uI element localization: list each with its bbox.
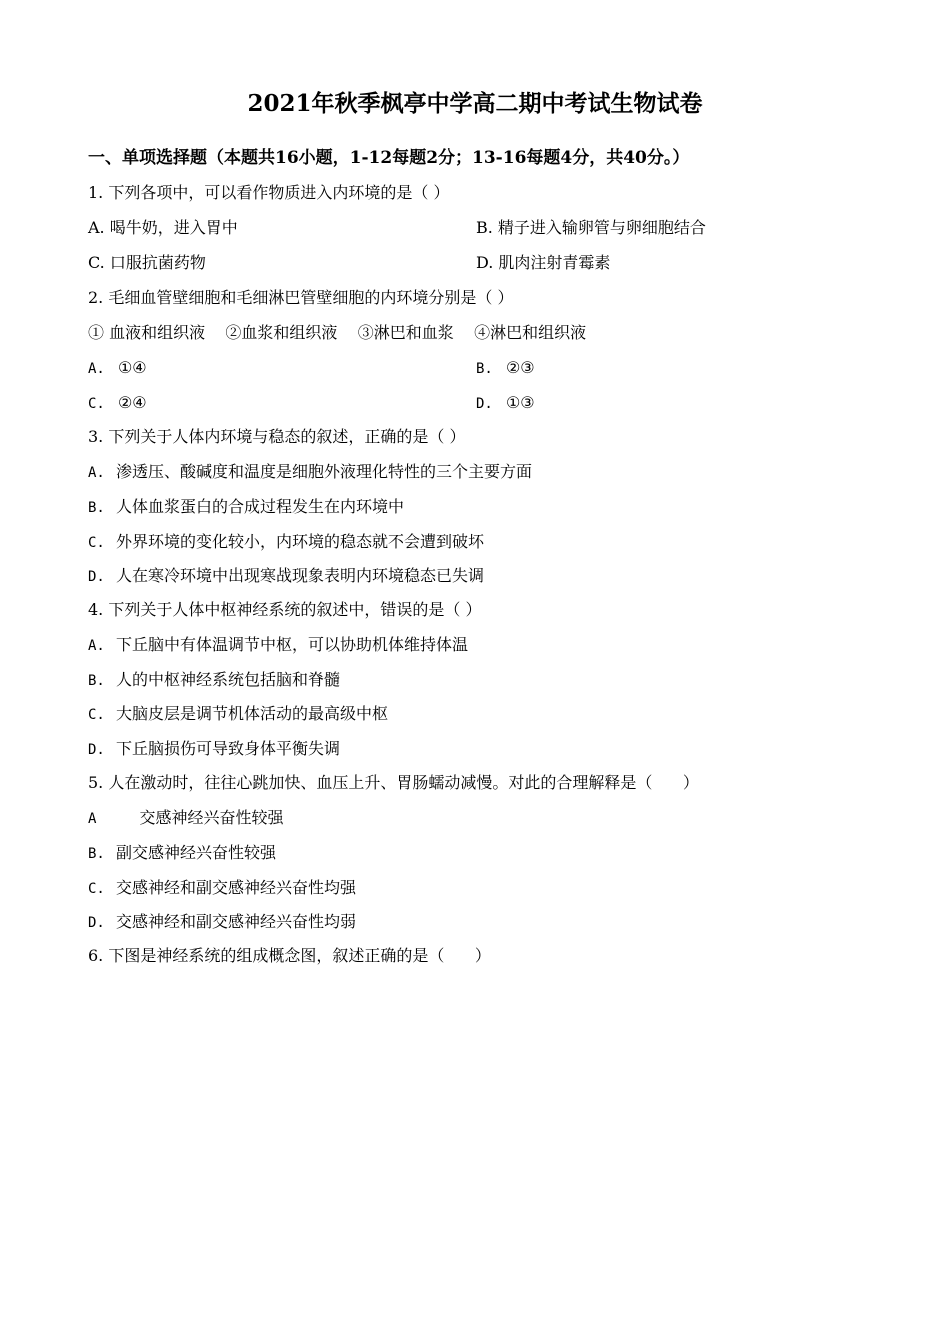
section-heading: 一、单项选择题（本题共16小题，1-12每题2分；13-16每题4分，共40分。） xyxy=(88,148,690,168)
option-label: D. xyxy=(88,569,105,585)
exam-title: 2021年秋季枫亭中学高二期中考试生物试卷 xyxy=(247,90,703,117)
option-text: 下丘脑损伤可导致身体平衡失调 xyxy=(115,739,340,758)
option-text: 人的中枢神经系统包括脑和脊髓 xyxy=(115,670,340,689)
option-text: 渗透压、酸碱度和温度是细胞外液理化特性的三个主要方面 xyxy=(115,462,532,481)
question-2-option-d xyxy=(476,391,535,416)
option-label: A xyxy=(88,811,97,827)
question-2-stem: 2. 毛细血管壁细胞和毛细淋巴管壁细胞的内环境分别是（ ） xyxy=(88,288,514,307)
option-text: ②③ xyxy=(505,358,535,377)
question-2-option-a xyxy=(88,356,147,381)
question-1-option-a: A. 喝牛奶，进入胃中 xyxy=(88,218,238,237)
question-4-option-a xyxy=(88,633,468,658)
option-text: 交感神经和副交感神经兴奋性均强 xyxy=(115,878,356,897)
question-2-option-b xyxy=(476,356,535,381)
question-4-stem: 4. 下列关于人体中枢神经系统的叙述中，错误的是（ ） xyxy=(88,600,482,619)
question-5-option-a xyxy=(88,806,284,831)
question-3-option-c xyxy=(88,530,484,555)
option-label: B. xyxy=(88,846,105,862)
option-label: B. xyxy=(476,361,493,377)
option-text: 副交感神经兴奋性较强 xyxy=(115,843,276,862)
question-5-option-d xyxy=(88,910,356,935)
option-label: D. xyxy=(88,915,105,931)
question-5-option-b xyxy=(88,841,276,866)
question-5-stem: 5. 人在激动时，往往心跳加快、血压上升、胃肠蠕动减慢。对此的合理解释是（ ） xyxy=(88,773,699,792)
option-label: D. xyxy=(88,742,105,758)
option-label: C. xyxy=(88,881,105,897)
question-1-option-b: B. 精子进入输卵管与卵细胞结合 xyxy=(476,218,706,237)
option-text: 交感神经和副交感神经兴奋性均弱 xyxy=(115,912,356,931)
option-text: 人体血浆蛋白的合成过程发生在内环境中 xyxy=(115,497,404,516)
question-2-option-c xyxy=(88,391,147,416)
option-label: B. xyxy=(88,673,105,689)
option-label: A. xyxy=(88,465,105,481)
question-4-option-d xyxy=(88,737,340,762)
question-1-option-d: D. 肌肉注射青霉素 xyxy=(476,253,611,272)
option-text: ①④ xyxy=(117,358,147,377)
question-5-option-c xyxy=(88,876,356,901)
question-4-option-b xyxy=(88,668,340,693)
question-1-stem: 1. 下列各项中，可以看作物质进入内环境的是（ ） xyxy=(88,183,450,202)
question-4-option-c xyxy=(88,702,388,727)
question-1-option-c: C. 口服抗菌药物 xyxy=(88,253,206,272)
option-label: C. xyxy=(88,396,105,412)
question-3-option-a xyxy=(88,460,532,485)
option-text: ①③ xyxy=(505,393,535,412)
option-text: 人在寒冷环境中出现寒战现象表明内环境稳态已失调 xyxy=(115,566,484,585)
option-text: ②④ xyxy=(117,393,147,412)
question-3-option-d xyxy=(88,564,484,589)
question-6-stem: 6. 下图是神经系统的组成概念图，叙述正确的是（ ） xyxy=(88,946,491,965)
option-label: D. xyxy=(476,396,493,412)
question-2-items: ① 血液和组织液 ②血浆和组织液 ③淋巴和血浆 ④淋巴和组织液 xyxy=(88,323,587,342)
question-3-option-b xyxy=(88,495,404,520)
option-label: A. xyxy=(88,638,105,654)
question-3-stem: 3. 下列关于人体内环境与稳态的叙述，正确的是（ ） xyxy=(88,427,466,446)
option-label: C. xyxy=(88,535,105,551)
option-text: 大脑皮层是调节机体活动的最高级中枢 xyxy=(115,704,388,723)
option-label: A. xyxy=(88,361,105,377)
option-label: B. xyxy=(88,500,105,516)
option-text: 下丘脑中有体温调节中枢，可以协助机体维持体温 xyxy=(115,635,468,654)
option-text: 交感神经兴奋性较强 xyxy=(139,808,284,827)
option-label: C. xyxy=(88,707,105,723)
option-text: 外界环境的变化较小，内环境的稳态就不会遭到破坏 xyxy=(115,532,484,551)
